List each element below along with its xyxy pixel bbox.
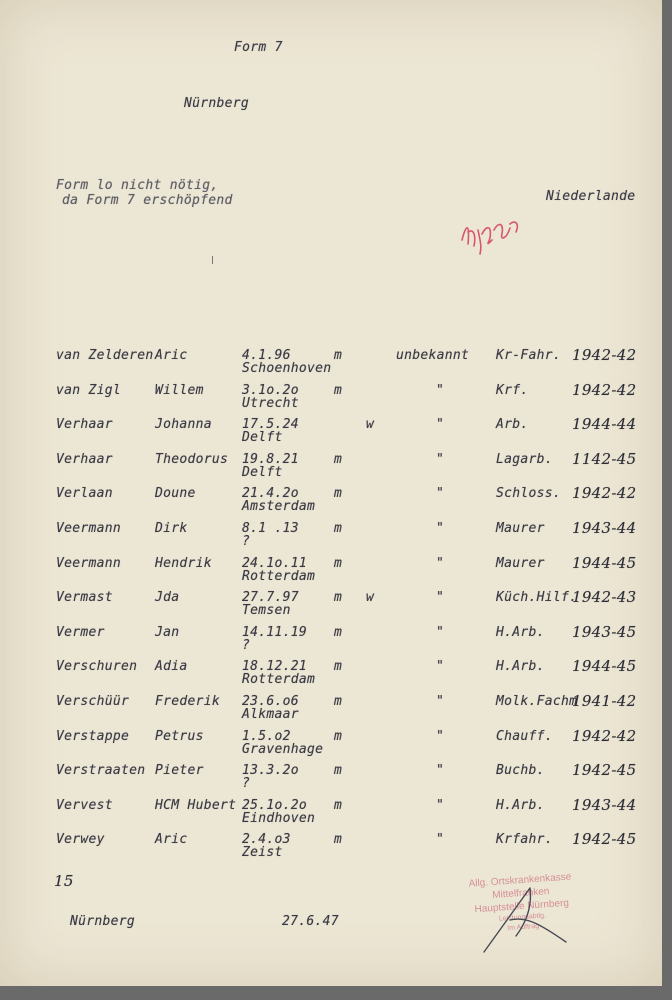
cell-sex: m [334,486,343,502]
cell-surname: Verstappe [56,728,130,744]
cell-status: " [436,832,445,848]
cell-date: 13.3.2o [242,763,299,779]
stamp-line-3: Hauptstelle Nürnberg [474,897,570,916]
table-row [0,694,662,728]
cell-given: Jan [155,624,180,640]
note-line-2: da Form 7 erschöpfend [62,193,233,208]
cell-sex: m [334,590,343,606]
cell-period: 1942-42 [572,380,637,399]
cell-status: " [436,694,445,709]
cell-given: Petrus [155,728,204,744]
cell-given: Willem [155,382,204,398]
cell-occupation: H.Arb. [496,624,545,640]
cell-occupation: Maurer [496,521,545,536]
cell-sex: m [334,763,343,779]
cell-given: Adia [155,659,188,675]
cell-occupation: Küch.Hilf. [496,590,578,606]
ink-signature-icon [470,880,580,960]
cell-status: unbekannt [396,348,470,363]
cell-surname: Verschüür [56,694,130,709]
cell-occupation: H.Arb. [496,659,545,675]
cell-date: 3.1o.2o [242,382,299,398]
cell-status: " [436,486,445,502]
cell-status: " [436,382,445,398]
cell-period: 1942-45 [572,830,637,849]
cell-date: 21.4.2o [242,486,299,502]
cell-date: 14.11.19 [242,624,308,640]
cell-period: 1942-42 [572,726,637,745]
cell-sex: m [334,521,343,536]
cell-place: Utrecht [242,395,299,411]
cell-status: " [436,590,445,606]
cell-sex: m [334,348,343,363]
cell-period: 1944-45 [572,657,637,676]
cell-date: 25.1o.2o [242,797,308,813]
cell-sex2: w [366,590,375,606]
table-row [0,521,662,555]
stamp-line-1: Allg. Ortskrankenkasse [468,871,572,890]
country: Niederlande [546,189,636,204]
cell-period: 1943-44 [572,519,637,537]
cell-date: 8.1 .13 [242,521,299,536]
cell-period: 1942-42 [572,346,637,364]
cell-surname: Vermer [56,624,105,640]
table-row [0,763,662,797]
cell-given: Dirk [155,521,188,536]
cell-surname: Vervest [56,797,113,813]
cell-given: Aric [155,348,188,363]
note-line-1: Form lo nicht nötig, [56,178,219,193]
cell-period: 1142-45 [572,449,637,468]
cell-occupation: Maurer [496,555,545,571]
cell-given: Frederik [155,694,221,709]
cell-surname: van Zigl [56,382,122,398]
cell-sex: m [334,728,343,744]
table-row [0,832,662,866]
table-row [0,590,662,624]
cell-place: Eindhoven [242,810,316,826]
cell-given: Theodorus [155,451,229,467]
cell-place: Schoenhoven [242,361,332,376]
cell-given: Doune [155,486,196,502]
cell-status: " [436,797,445,813]
cell-occupation: Kr-Fahr. [496,348,562,363]
cell-occupation: Schloss. [496,486,562,502]
cell-date: 2.4.o3 [242,832,291,848]
cell-period: 1943-44 [572,795,637,814]
cell-surname: Vermast [56,590,113,606]
footer-city: Nürnberg [70,914,136,929]
cell-occupation: H.Arb. [496,797,545,813]
cell-given: Aric [155,832,188,848]
cell-place: Delft [242,464,283,480]
cell-period: 1944-44 [572,415,637,434]
footer-date: 27.6.47 [282,914,339,929]
stamp-line-5: Im Auftrag [507,922,540,933]
cell-surname: Verschuren [56,659,138,675]
cell-period: 1941-42 [572,692,637,710]
table-row [0,622,662,659]
cell-occupation: Chauff. [496,728,553,744]
cell-place: Delft [242,430,283,446]
cell-status: " [436,624,445,640]
cell-sex: m [334,555,343,571]
cell-surname: Verwey [56,832,105,848]
cell-occupation: Lagarb. [496,451,553,467]
cell-surname: van Zelderen [56,348,154,363]
cell-place: Temsen [242,603,291,619]
table-row [0,348,662,382]
cell-period: 1942-43 [572,588,637,607]
cell-period: 1943-45 [572,622,637,641]
table-row [0,417,662,451]
cell-date: 17.5.24 [242,417,299,433]
entry-count: 15 [54,872,74,890]
cell-date: 18.12.21 [242,659,308,675]
cell-sex: m [334,451,343,467]
cell-given: Pieter [155,763,204,779]
cell-status: " [436,555,445,571]
cell-sex: m [334,797,343,813]
table-row [0,449,662,486]
cell-occupation: Molk.Fachm [496,694,578,709]
cell-place: Alkmaar [242,707,299,722]
cell-sex: m [334,382,343,398]
table-row [0,380,662,417]
cell-sex: m [334,624,343,640]
cell-place: Rotterdam [242,672,316,688]
cell-date: 19.8.21 [242,451,299,467]
cell-place: Zeist [242,845,283,861]
cell-status: " [436,417,445,433]
cell-date: 24.1o.11 [242,555,308,571]
cell-occupation: Krfahr. [496,832,553,848]
header-city: Nürnberg [184,96,250,111]
table-row [0,659,662,693]
cell-given: Jda [155,590,180,606]
cell-given: HCM Hubert [155,797,237,813]
cell-period: 1942-42 [572,484,637,503]
cell-place: ? [242,534,251,549]
form-number: Form 7 [234,40,283,55]
cell-occupation: Buchb. [496,763,545,779]
cell-place: Gravenhage [242,741,324,757]
cell-surname: Verstraaten [56,763,146,779]
cell-period: 1944-45 [572,553,637,572]
cell-status: " [436,728,445,744]
cell-surname: Veermann [56,555,122,571]
cell-surname: Veermann [56,521,122,536]
red-signature-icon [458,210,528,260]
table-row [0,726,662,763]
table-row [0,486,662,520]
cell-place: Rotterdam [242,568,316,584]
stamp-line-4: Leistungsabtlg. [498,912,547,923]
cell-surname: Verlaan [56,486,113,502]
cell-date: 23.6.o6 [242,694,299,709]
pencil-mark [212,256,213,264]
cell-sex: m [334,832,343,848]
cell-date: 27.7.97 [242,590,299,606]
cell-surname: Verhaar [56,451,113,467]
cell-date: 1.5.o2 [242,728,291,744]
cell-place: ? [242,776,251,792]
table-row [0,553,662,590]
cell-given: Johanna [155,417,212,433]
cell-status: " [436,451,445,467]
cell-occupation: Arb. [496,417,529,433]
cell-status: " [436,521,445,536]
cell-place: Amsterdam [242,499,316,515]
cell-sex2: w [366,417,375,433]
cell-occupation: Krf. [496,382,529,398]
cell-place: ? [242,637,251,653]
cell-given: Hendrik [155,555,212,571]
cell-status: " [436,659,445,675]
cell-date: 4.1.96 [242,348,291,363]
table-row [0,795,662,832]
cell-status: " [436,763,445,779]
stamp-line-2: Mittelfranken [491,886,550,902]
cell-sex: m [334,694,343,709]
cell-sex: m [334,659,343,675]
cell-surname: Verhaar [56,417,113,433]
cell-period: 1942-45 [572,761,637,780]
